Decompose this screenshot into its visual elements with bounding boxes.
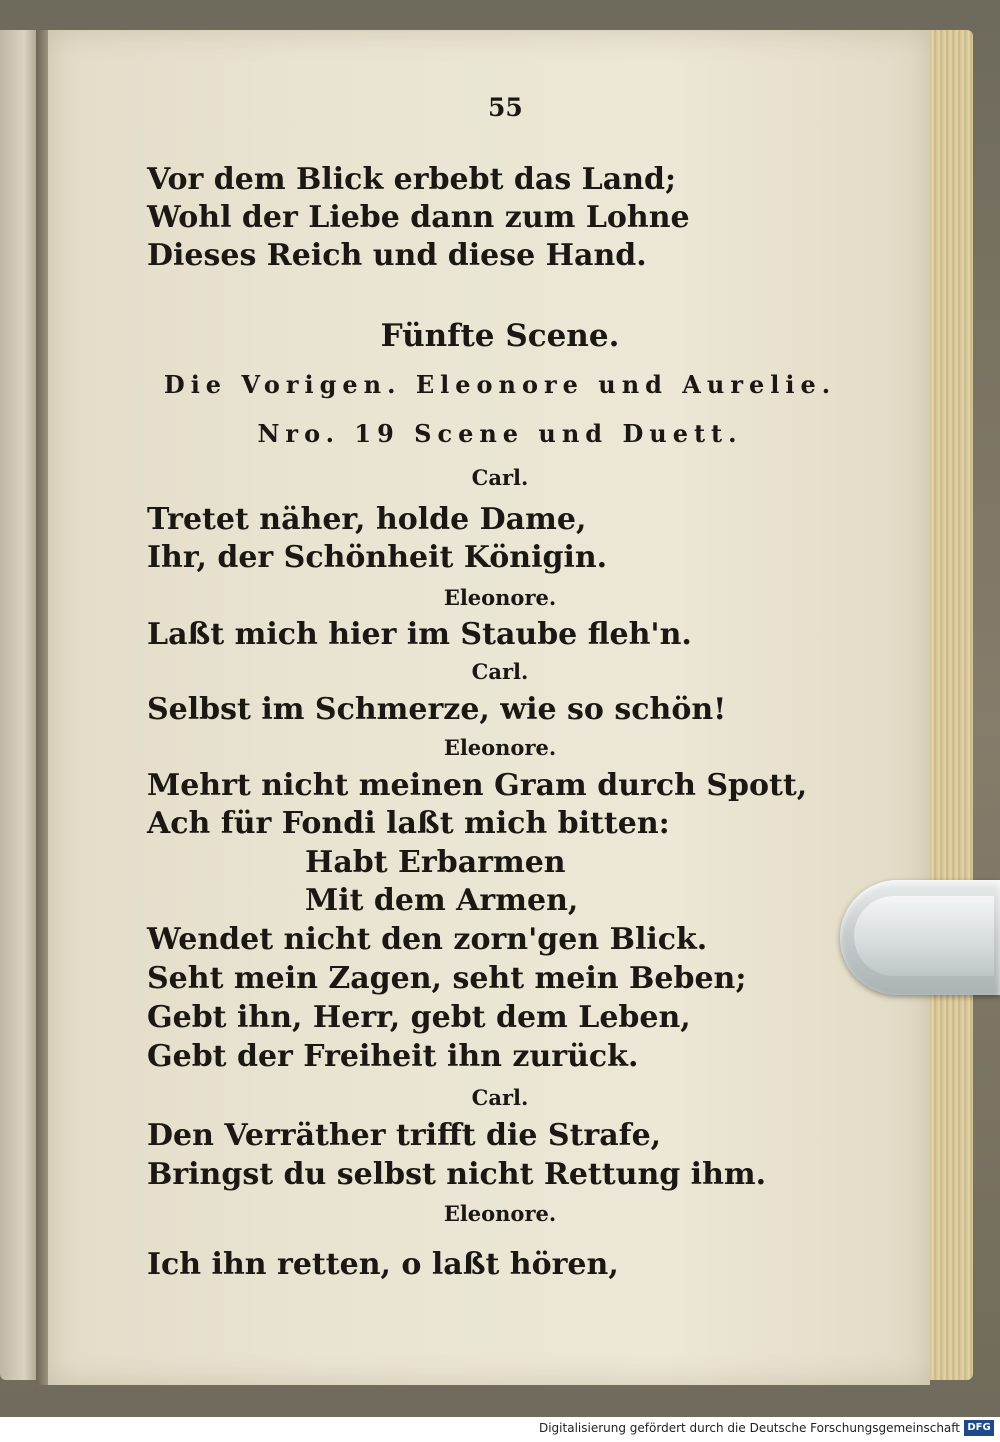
- number-heading: Nro. 19 Scene und Duett.: [257, 419, 743, 448]
- verse-line: Bringst du selbst nicht Rettung ihm.: [147, 1157, 767, 1192]
- verse-line: Vor dem Blick erbebt das Land;: [147, 162, 677, 197]
- footer-bar: [0, 1417, 1000, 1442]
- left-page-edge: [0, 30, 40, 1380]
- page-stack-edge: [925, 30, 973, 1380]
- page-number: 55: [488, 93, 523, 122]
- speaker-name: Eleonore.: [443, 735, 557, 760]
- verse-line: Tretet näher, holde Dame,: [147, 502, 587, 537]
- verse-line: Mit dem Armen,: [305, 883, 579, 918]
- funding-credit: Digitalisierung gefördert durch die Deutsche Forschungsgemeinschaft: [538, 1421, 960, 1435]
- verse-line: Wohl der Liebe dann zum Lohne: [147, 200, 690, 235]
- verse-line: Wendet nicht den zorn'gen Blick.: [147, 922, 708, 957]
- stage-direction: Die Vorigen. Eleonore und Aurelie.: [163, 370, 837, 399]
- speaker-name: Eleonore.: [443, 1201, 557, 1226]
- verse-line: Dieses Reich und diese Hand.: [147, 238, 647, 273]
- verse-line: Laßt mich hier im Staube fleh'n.: [147, 617, 692, 652]
- page-clip: [840, 880, 1000, 995]
- verse-line: Gebt ihn, Herr, gebt dem Leben,: [147, 1000, 691, 1035]
- verse-line: Selbst im Schmerze, wie so schön!: [147, 692, 727, 727]
- speaker-name: Carl.: [471, 1085, 529, 1110]
- verse-line: Habt Erbarmen: [305, 845, 566, 880]
- verse-line: Mehrt nicht meinen Gram durch Spott,: [147, 768, 808, 803]
- speaker-name: Carl.: [471, 659, 529, 684]
- speaker-name: Eleonore.: [443, 585, 557, 610]
- verse-line: Gebt der Freiheit ihn zurück.: [147, 1039, 639, 1074]
- verse-line: Seht mein Zagen, seht mein Beben;: [147, 961, 747, 996]
- speaker-name: Carl.: [471, 465, 529, 490]
- verse-line: Ihr, der Schönheit Königin.: [147, 540, 608, 575]
- verse-line: Ach für Fondi laßt mich bitten:: [147, 806, 670, 841]
- verse-line: Ich ihn retten, o laßt hören,: [147, 1247, 619, 1282]
- scene-title: Fünfte Scene.: [380, 318, 620, 354]
- dfg-logo-icon: DFG: [964, 1420, 994, 1436]
- verse-line: Den Verräther trifft die Strafe,: [147, 1118, 662, 1153]
- page-clip-highlight: [854, 896, 994, 976]
